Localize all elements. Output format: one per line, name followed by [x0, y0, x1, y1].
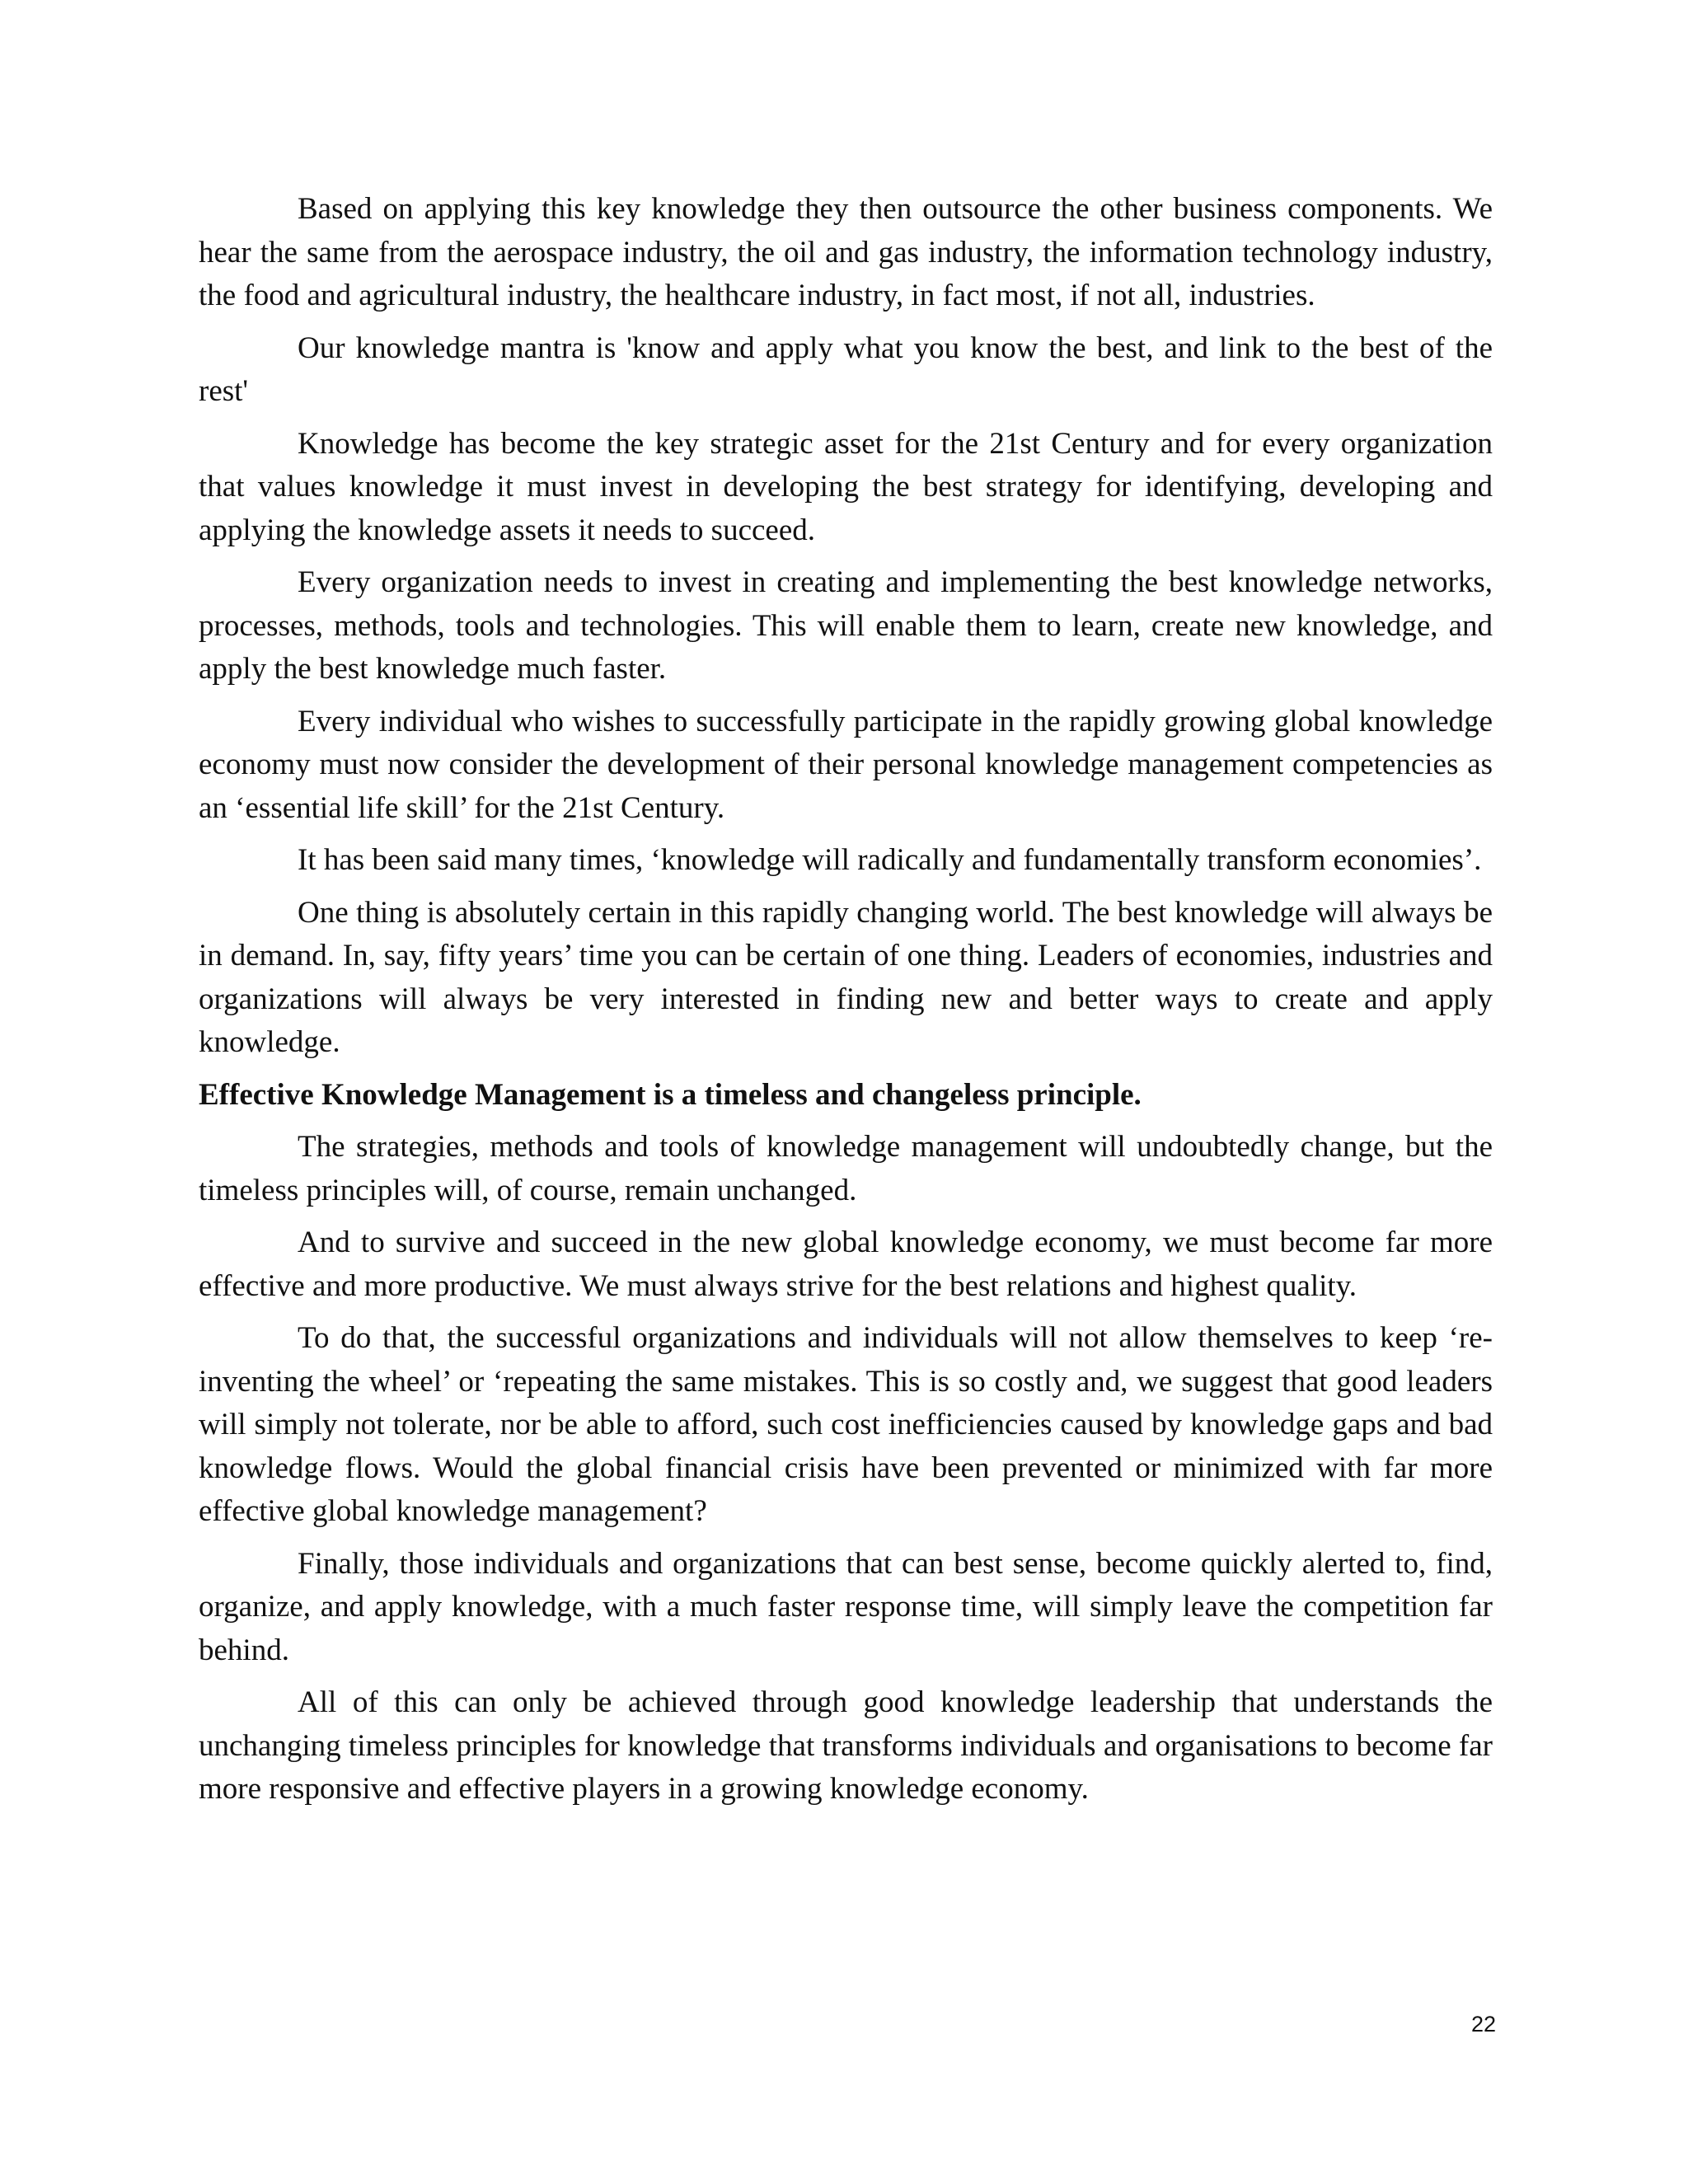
paragraph-reinventing-wheel: To do that, the successful organizations and individuals will not allow themselves to keep ‘re-inventing the wheel’ or ‘repeating the same mistakes. This is so costly and, we suggest that good leaders will simply not tolerate, nor be able to afford, such cost inefficiencies caused by knowledge gaps and bad knowledge flows. Would the global financial crisis have been prevented or minimized with far more effective global knowledge management?: [199, 1321, 1493, 1528]
paragraph-strategic-asset: Knowledge has become the key strategic asset for the 21st Century and for every organization that values knowledge it must invest in developing the best strategy for identifying, developing and applying the knowledge assets it needs to succeed.: [199, 426, 1493, 547]
paragraph-individual-skill: Every individual who wishes to successfully participate in the rapidly growing global knowledge economy must now consider the development of their personal knowledge management competencies as an ‘essential life skill’ for the 21st Century.: [199, 704, 1493, 825]
paragraph-organization-invest: Every organization needs to invest in creating and implementing the best knowledge networks, processes, methods, tools and technologies. This will enable them to learn, create new knowledge, and apply the best knowledge much faster.: [199, 565, 1493, 686]
paragraph-outsourcing: Based on applying this key knowledge they then outsource the other business components. We hear the same from the aerospace industry, the oil and gas industry, the information technology industry, the food and agricultural industry, the healthcare industry, in fact most, if not all, industries.: [199, 192, 1493, 312]
body-text: [199, 188, 1493, 1821]
paragraph-transform-economies: It has been said many times, ‘knowledge will radically and fundamentally transform economies’.: [298, 843, 1482, 877]
paragraph-knowledge-mantra: Our knowledge mantra is 'know and apply what you know the best, and link to the best of the rest': [199, 330, 1493, 408]
paragraph-strategies-change: The strategies, methods and tools of knowledge management will undoubtedly change, but the timeless principles will, of course, remain unchanged.: [199, 1130, 1493, 1207]
paragraph-survive-succeed: And to survive and succeed in the new global knowledge economy, we must become far more effective and more productive. We must always strive for the best relations and highest quality.: [199, 1226, 1493, 1303]
section-heading: Effective Knowledge Management is a timeless and changeless principle.: [199, 1077, 1142, 1112]
paragraph-certain-thing: One thing is absolutely certain in this rapidly changing world. The best knowledge will always be in demand. In, say, fifty years’ time you can be certain of one thing. Leaders of economies, industries and organizations will always be very interested in finding new and better ways to create and apply knowledge.: [199, 895, 1493, 1059]
page-number: 22: [1470, 2012, 1496, 2036]
paragraph-competition-behind: Finally, those individuals and organizations that can best sense, become quickly alerted to, find, organize, and apply knowledge, with a much faster response time, will simply leave the competition far behind.: [199, 1546, 1493, 1667]
paragraph-knowledge-leadership: All of this can only be achieved through good knowledge leadership that understands the unchanging timeless principles for knowledge that transforms individuals and organisations to become far more responsive and effective players in a growing knowledge economy.: [199, 1685, 1493, 1806]
